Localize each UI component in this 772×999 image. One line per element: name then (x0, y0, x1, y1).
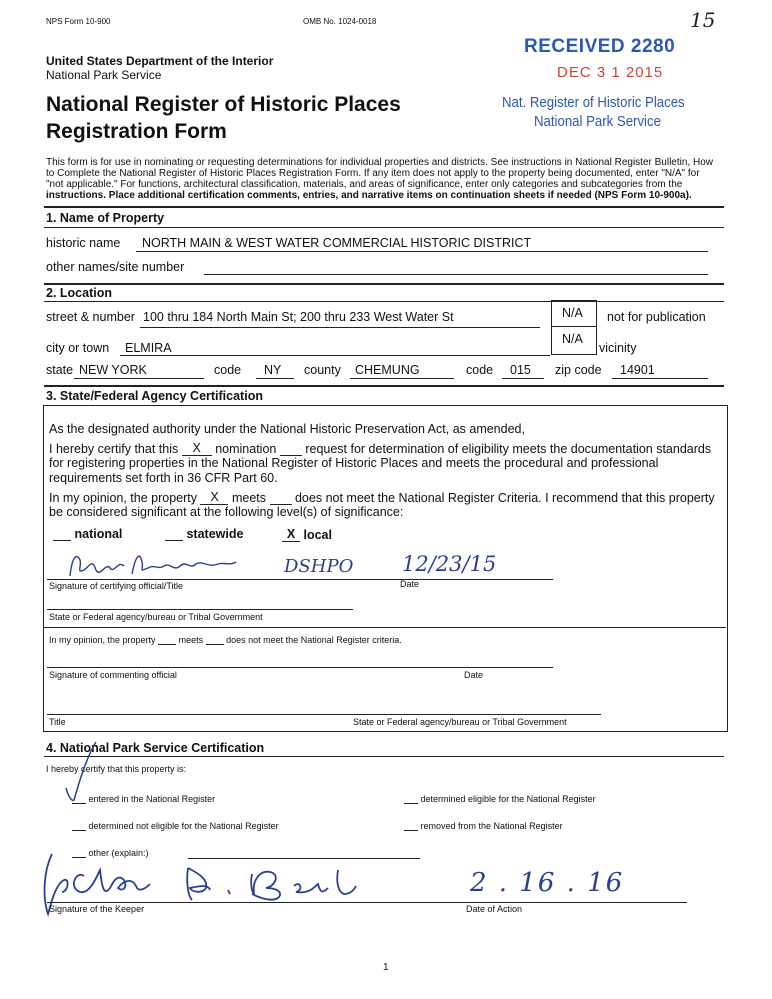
comment-signature-label: Signature of commenting official (49, 670, 177, 680)
statewide-label: statewide (186, 527, 244, 541)
county-label: county (304, 363, 341, 377)
determined-eligible-mark (404, 803, 418, 804)
determined-eligible-label: determined eligible for the National Register (420, 794, 596, 804)
national-label: national (74, 527, 123, 541)
cert-para2-line1 (49, 441, 711, 456)
level-local[interactable] (282, 527, 332, 542)
statewide-mark (165, 540, 183, 541)
stamp-org-line1: Nat. Register of Historic Places (502, 94, 685, 111)
county-code-value[interactable]: 015 (510, 363, 531, 377)
section3-heading: 3. State/Federal Agency Certification (46, 389, 263, 403)
city-label: city or town (46, 341, 110, 355)
entered-label: entered in the National Register (88, 794, 216, 804)
level-national[interactable] (53, 527, 122, 541)
form-number: NPS Form 10-900 (46, 17, 111, 26)
cert-para2-b: nomination (215, 442, 277, 456)
county-line (350, 378, 454, 379)
cert-para3-line2: be considered significant at the following level(s) of significance: (49, 505, 404, 519)
historic-name-line (136, 251, 708, 252)
cert-para1: As the designated authority under the National Historic Preservation Act, as amended, (49, 422, 525, 436)
not-eligible-mark (72, 830, 86, 831)
keeper-signature-label: Signature of the Keeper (49, 904, 145, 914)
entered-mark (72, 803, 86, 804)
historic-name-label: historic name (46, 236, 121, 250)
stamp-org-line2: National Park Service (534, 113, 661, 130)
keeper-signature-line (47, 902, 687, 903)
other-names-label: other names/site number (46, 260, 185, 274)
agency-line (47, 609, 353, 610)
option-not-eligible[interactable] (72, 821, 279, 831)
city-line (120, 355, 550, 356)
section3-divider (43, 627, 726, 628)
form-subtitle: Registration Form (46, 120, 227, 143)
comment-opinion-line (49, 635, 402, 645)
section2-top-rule (44, 283, 724, 285)
comment-opinion-b: meets (178, 635, 204, 645)
option-determined-eligible[interactable] (404, 794, 596, 804)
removed-label: removed from the National Register (420, 821, 563, 831)
national-mark (53, 540, 71, 541)
removed-mark (404, 830, 418, 831)
cert-para2-line3: requirements set forth in 36 CFR Part 60. (49, 471, 278, 485)
local-label: local (303, 528, 332, 542)
page-mark: 15 (690, 8, 716, 32)
certifying-title-hand: DSHPO (284, 556, 354, 577)
page-number: 1 (383, 962, 389, 973)
cert-para2-line2: for registering properties in the National Register of Historic Places and meets the procedural and professional (49, 456, 659, 470)
omb-number: OMB No. 1024-0018 (303, 17, 377, 26)
certifying-date-label: Date (400, 579, 420, 589)
other-label: other (explain:) (88, 848, 149, 858)
comment-date-label: Date (464, 670, 484, 680)
comment-signature-line (47, 667, 553, 668)
meets-mark[interactable]: X (200, 490, 228, 505)
nomination-mark[interactable]: X (182, 441, 212, 456)
option-removed[interactable] (404, 821, 563, 831)
cert-para3-line1 (49, 490, 715, 505)
certifying-signature-label: Signature of certifying official/Title (49, 581, 184, 591)
comment-meets-mark[interactable] (158, 644, 176, 645)
comment-title-label: Title (49, 717, 66, 727)
section2-heading-rule (44, 301, 724, 302)
action-date-hand: 2 . 16 . 16 (470, 868, 625, 898)
cert-para2-a: I hereby certify that this (49, 442, 179, 456)
instructions-line4: instructions. Place additional certification comments, entries, and narrative items on continuation sheets if needed (NPS Form 10-900a). (46, 190, 692, 201)
not-eligible-label: determined not eligible for the National Register (88, 821, 279, 831)
comment-title-line (47, 714, 601, 715)
comment-opinion-a: In my opinion, the property (49, 635, 156, 645)
street-line (140, 327, 540, 328)
zip-line (612, 378, 708, 379)
other-names-line (204, 274, 708, 275)
vicinity-label: vicinity (599, 341, 637, 355)
instructions-line3: "not applicable." For functions, architectural classification, materials, and areas of significance, enter only categories and subcategories from the (46, 179, 683, 190)
county-code-label: code (466, 363, 494, 377)
section2-heading: 2. Location (46, 286, 112, 300)
cert-para2-c: request for determination of eligibility meets the documentation standards (305, 442, 712, 456)
city-value[interactable]: ELMIRA (125, 341, 172, 355)
section3-top-rule (44, 385, 724, 387)
historic-name-value[interactable]: NORTH MAIN & WEST WATER COMMERCIAL HISTORIC DISTRICT (142, 236, 532, 250)
received-stamp: RECEIVED 2280 (524, 36, 676, 57)
instructions-line2: to Complete the National Register of Historic Places Registration Form. If any item does not apply to the property being documented, enter "N/A" for (46, 168, 700, 179)
section1-heading-rule (44, 227, 724, 228)
comment-agency-label: State or Federal agency/bureau or Tribal Government (353, 717, 567, 727)
not-for-publication-label: not for publication (607, 310, 706, 324)
state-code-value[interactable]: NY (264, 363, 282, 377)
comment-not-meet-mark[interactable] (206, 644, 224, 645)
zip-value[interactable]: 14901 (620, 363, 655, 377)
street-label: street & number (46, 310, 135, 324)
section4-intro: I hereby certify that this property is: (46, 764, 187, 774)
section4-heading-rule (44, 756, 724, 757)
section4-heading: 4. National Park Service Certification (46, 741, 265, 755)
instructions-line1: This form is for use in nominating or requesting determinations for individual properties and districts. See instructions in National Register Bulletin, How (46, 157, 713, 168)
agency-name: National Park Service (46, 68, 162, 82)
cert-para3-b: meets (231, 491, 267, 505)
cert-para3-c: does not meet the National Register Criteria. I recommend that this property (294, 491, 715, 505)
action-date-label: Date of Action (466, 904, 523, 914)
level-statewide[interactable] (165, 527, 243, 541)
state-code-label: code (214, 363, 242, 377)
comment-opinion-c: does not meet the National Register criteria. (226, 635, 402, 645)
cert-para3-a: In my opinion, the property (49, 491, 197, 505)
state-label: state (46, 363, 74, 377)
state-code-line (256, 378, 294, 379)
section1-top-rule (44, 206, 724, 208)
county-code-line (502, 378, 544, 379)
option-entered[interactable] (72, 794, 215, 804)
form-title: National Register of Historic Places (46, 93, 401, 116)
certifying-date-hand: 12/23/15 (402, 552, 497, 576)
local-mark: X (282, 527, 300, 542)
state-line (74, 378, 204, 379)
state-value[interactable]: NEW YORK (79, 363, 147, 377)
vicinity-value: N/A (562, 332, 583, 346)
street-value[interactable]: 100 thru 184 North Main St; 200 thru 233 West Water St (143, 310, 454, 324)
not-for-publication-value: N/A (562, 306, 583, 320)
received-date-stamp: DEC 3 1 2015 (557, 64, 664, 81)
department-name: United States Department of the Interior (46, 54, 274, 68)
certifying-signature-line (47, 579, 553, 580)
section1-heading: 1. Name of Property (46, 211, 165, 225)
agency-label: State or Federal agency/bureau or Tribal Government (49, 612, 263, 622)
zip-label: zip code (555, 363, 602, 377)
county-value[interactable]: CHEMUNG (355, 363, 420, 377)
